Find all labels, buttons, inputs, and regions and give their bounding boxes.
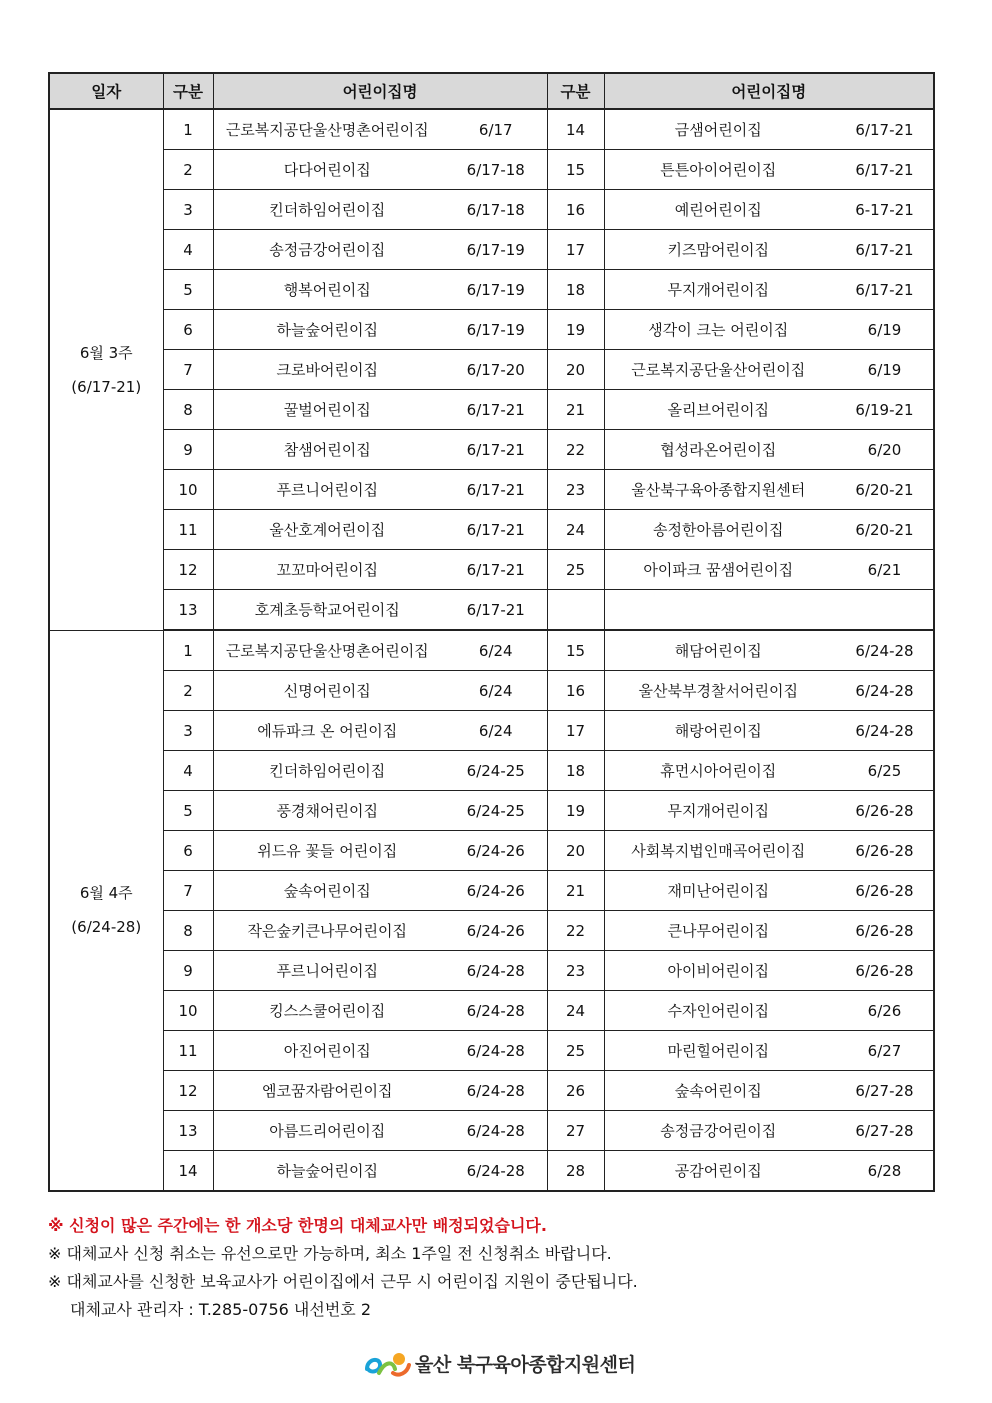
row-number-left: 2 — [163, 671, 213, 711]
daycare-name-left: 푸르니어린이집 — [213, 951, 441, 991]
row-number-left: 9 — [163, 951, 213, 991]
row-number-left: 3 — [163, 711, 213, 751]
daycare-name-right: 금샘어린이집 — [604, 109, 832, 150]
daycare-name-right: 휴먼시아어린이집 — [604, 751, 832, 791]
date-range-right: 6/19 — [832, 350, 934, 390]
row-number-right: 24 — [547, 510, 604, 550]
table-row — [49, 1031, 934, 1071]
table-row — [49, 831, 934, 871]
table-row — [49, 510, 934, 550]
date-range-left: 6/17-21 — [441, 550, 547, 590]
week-label: 6월 3주 — [79, 343, 133, 362]
daycare-name-left: 킹스스쿨어린이집 — [213, 991, 441, 1031]
daycare-name-right: 예린어린이집 — [604, 190, 832, 230]
row-number-right: 17 — [547, 230, 604, 270]
daycare-name-right: 무지개어린이집 — [604, 791, 832, 831]
daycare-name-left: 송정금강어린이집 — [213, 230, 441, 270]
row-number-right: 22 — [547, 911, 604, 951]
date-range-right: 6/26-28 — [832, 911, 934, 951]
week-date-range: (6/24-28) — [71, 918, 142, 937]
week-period-cell — [49, 109, 163, 630]
note-support-suspension: ※ 대체교사를 신청한 보육교사가 어린이집에서 근무 시 어린이집 지원이 중단됩니다. — [48, 1272, 638, 1291]
daycare-name-left: 아진어린이집 — [213, 1031, 441, 1071]
date-range-right: 6/26-28 — [832, 791, 934, 831]
date-range-right: 6/26 — [832, 991, 934, 1031]
daycare-name-left: 하늘숲어린이집 — [213, 310, 441, 350]
daycare-name-right: 무지개어린이집 — [604, 270, 832, 310]
date-range-left: 6/24-25 — [441, 751, 547, 791]
row-number-right: 14 — [547, 109, 604, 150]
header-daycare-name: 어린이집명 — [213, 73, 547, 109]
date-range-right: 6/25 — [832, 751, 934, 791]
row-number-left: 10 — [163, 991, 213, 1031]
date-range-left: 6/24-26 — [441, 911, 547, 951]
date-range-left: 6/17-19 — [441, 270, 547, 310]
date-range-left: 6/24-28 — [441, 1031, 547, 1071]
row-number-right: 17 — [547, 711, 604, 751]
table-row — [49, 630, 934, 671]
date-range-left: 6/17-19 — [441, 310, 547, 350]
daycare-name-left: 신명어린이집 — [213, 671, 441, 711]
daycare-name-left: 크로바어린이집 — [213, 350, 441, 390]
week-period-cell — [49, 630, 163, 1191]
daycare-name-right: 올리브어린이집 — [604, 390, 832, 430]
row-number-left: 13 — [163, 1111, 213, 1151]
date-range-right: 6/17-21 — [832, 109, 934, 150]
row-number-left: 6 — [163, 310, 213, 350]
row-number-left: 12 — [163, 1071, 213, 1111]
table-row — [49, 470, 934, 510]
row-number-right: 16 — [547, 190, 604, 230]
row-number-left: 5 — [163, 791, 213, 831]
date-range-left: 6/24-28 — [441, 991, 547, 1031]
daycare-name-left: 참샘어린이집 — [213, 430, 441, 470]
daycare-name-right: 수자인어린이집 — [604, 991, 832, 1031]
table-row — [49, 1111, 934, 1151]
date-range-left: 6/17-19 — [441, 230, 547, 270]
note-cancellation: ※ 대체교사 신청 취소는 유선으로만 가능하며, 최소 1주일 전 신청취소 바랍니다. — [48, 1244, 612, 1263]
row-number-right: 24 — [547, 991, 604, 1031]
table-row — [49, 350, 934, 390]
notes-section — [48, 1212, 948, 1324]
daycare-name-right: 울산북구육아종합지원센터 — [604, 470, 832, 510]
daycare-name-left: 엠코꿈자람어린이집 — [213, 1071, 441, 1111]
table-row — [49, 230, 934, 270]
row-number-right: 19 — [547, 310, 604, 350]
center-logo-icon — [363, 1347, 413, 1379]
week-date-range: (6/17-21) — [71, 377, 142, 396]
table-row — [49, 1151, 934, 1192]
table-row — [49, 1071, 934, 1111]
row-number-left: 13 — [163, 590, 213, 631]
daycare-name-right — [604, 590, 934, 631]
table-row — [49, 430, 934, 470]
daycare-name-right: 해랑어린이집 — [604, 711, 832, 751]
row-number-right: 26 — [547, 1071, 604, 1111]
table-row — [49, 270, 934, 310]
date-range-left: 6/17-21 — [441, 390, 547, 430]
table-row — [49, 991, 934, 1031]
date-range-right: 6/28 — [832, 1151, 934, 1192]
date-range-right: 6/27-28 — [832, 1111, 934, 1151]
daycare-name-left: 호계초등학교어린이집 — [213, 590, 441, 631]
date-range-left: 6/17-21 — [441, 430, 547, 470]
daycare-name-left: 킨더하임어린이집 — [213, 190, 441, 230]
table-row — [49, 190, 934, 230]
table-row — [49, 791, 934, 831]
date-range-left: 6/24-28 — [441, 1151, 547, 1192]
daycare-name-left: 위드유 꽃들 어린이집 — [213, 831, 441, 871]
row-number-left: 8 — [163, 911, 213, 951]
row-number-left: 1 — [163, 109, 213, 150]
daycare-name-right: 아이비어린이집 — [604, 951, 832, 991]
table-row — [49, 711, 934, 751]
date-range-left: 6/17-21 — [441, 590, 547, 631]
row-number-left: 7 — [163, 350, 213, 390]
table-header-row — [49, 73, 934, 109]
date-range-right: 6/27-28 — [832, 1071, 934, 1111]
daycare-name-left: 풍경채어린이집 — [213, 791, 441, 831]
daycare-name-left: 꿀벌어린이집 — [213, 390, 441, 430]
table-row — [49, 550, 934, 590]
header-daycare-name-2: 어린이집명 — [604, 73, 934, 109]
daycare-name-left: 다다어린이집 — [213, 150, 441, 190]
daycare-name-left: 꼬꼬마어린이집 — [213, 550, 441, 590]
note-priority-warning: ※ 신청이 많은 주간에는 한 개소당 한명의 대체교사만 배정되었습니다. — [48, 1216, 547, 1235]
daycare-name-left: 숲속어린이집 — [213, 871, 441, 911]
row-number-left: 9 — [163, 430, 213, 470]
row-number-right: 23 — [547, 951, 604, 991]
note-manager-contact: 대체교사 관리자 : T.285-0756 내선번호 2 — [70, 1300, 372, 1319]
table-row — [49, 590, 934, 631]
daycare-name-right: 큰나무어린이집 — [604, 911, 832, 951]
row-number-right: 21 — [547, 871, 604, 911]
daycare-name-right: 생각이 크는 어린이집 — [604, 310, 832, 350]
daycare-name-right: 튼튼아이어린이집 — [604, 150, 832, 190]
date-range-right: 6/24-28 — [832, 671, 934, 711]
date-range-right: 6/26-28 — [832, 871, 934, 911]
row-number-left: 10 — [163, 470, 213, 510]
date-range-right: 6/17-21 — [832, 150, 934, 190]
date-range-right: 6/20-21 — [832, 510, 934, 550]
footer-logo — [363, 1346, 635, 1380]
date-range-right: 6/19 — [832, 310, 934, 350]
header-number: 구분 — [163, 73, 213, 109]
date-range-right: 6-17-21 — [832, 190, 934, 230]
daycare-name-right: 키즈맘어린이집 — [604, 230, 832, 270]
daycare-name-left: 근로복지공단울산명촌어린이집 — [213, 630, 441, 671]
header-number-2: 구분 — [547, 73, 604, 109]
table-row — [49, 871, 934, 911]
row-number-left: 8 — [163, 390, 213, 430]
row-number-left: 11 — [163, 510, 213, 550]
row-number-right: 22 — [547, 430, 604, 470]
table-row — [49, 911, 934, 951]
date-range-left: 6/24 — [441, 711, 547, 751]
row-number-right: 19 — [547, 791, 604, 831]
date-range-right: 6/17-21 — [832, 270, 934, 310]
row-number-left: 11 — [163, 1031, 213, 1071]
table-row — [49, 671, 934, 711]
table-row — [49, 150, 934, 190]
daycare-name-right: 재미난어린이집 — [604, 871, 832, 911]
daycare-name-left: 푸르니어린이집 — [213, 470, 441, 510]
daycare-name-right: 송정한아름어린이집 — [604, 510, 832, 550]
daycare-name-right: 협성라온어린이집 — [604, 430, 832, 470]
daycare-name-right: 마린힐어린이집 — [604, 1031, 832, 1071]
date-range-left: 6/17-18 — [441, 190, 547, 230]
daycare-name-left: 킨더하임어린이집 — [213, 751, 441, 791]
date-range-right: 6/21 — [832, 550, 934, 590]
date-range-left: 6/24 — [441, 630, 547, 671]
row-number-right: 25 — [547, 550, 604, 590]
row-number-right: 20 — [547, 831, 604, 871]
table-row — [49, 951, 934, 991]
date-range-right: 6/24-28 — [832, 630, 934, 671]
daycare-name-right: 송정금강어린이집 — [604, 1111, 832, 1151]
date-range-right: 6/24-28 — [832, 711, 934, 751]
row-number-left: 1 — [163, 630, 213, 671]
row-number-right: 21 — [547, 390, 604, 430]
date-range-left: 6/24-28 — [441, 1071, 547, 1111]
date-range-left: 6/24-26 — [441, 871, 547, 911]
daycare-name-left: 작은숲키큰나무어린이집 — [213, 911, 441, 951]
row-number-left: 7 — [163, 871, 213, 911]
substitute-teacher-schedule-table — [48, 72, 935, 1192]
row-number-right: 16 — [547, 671, 604, 711]
date-range-left: 6/24-28 — [441, 951, 547, 991]
daycare-name-right: 숲속어린이집 — [604, 1071, 832, 1111]
header-date: 일자 — [49, 73, 163, 109]
date-range-right: 6/17-21 — [832, 230, 934, 270]
date-range-left: 6/17 — [441, 109, 547, 150]
daycare-name-right: 공감어린이집 — [604, 1151, 832, 1192]
row-number-left: 2 — [163, 150, 213, 190]
daycare-name-left: 행복어린이집 — [213, 270, 441, 310]
row-number-left: 6 — [163, 831, 213, 871]
table-row — [49, 751, 934, 791]
row-number-right: 28 — [547, 1151, 604, 1192]
row-number-right: 18 — [547, 270, 604, 310]
row-number-left: 4 — [163, 230, 213, 270]
table-row — [49, 310, 934, 350]
row-number-right: 15 — [547, 630, 604, 671]
footer-org-name: 울산 북구육아종합지원센터 — [415, 1353, 636, 1376]
date-range-right: 6/27 — [832, 1031, 934, 1071]
row-number-left: 5 — [163, 270, 213, 310]
table-row — [49, 109, 934, 150]
date-range-left: 6/24-26 — [441, 831, 547, 871]
date-range-left: 6/24 — [441, 671, 547, 711]
date-range-left: 6/17-21 — [441, 510, 547, 550]
row-number-right: 23 — [547, 470, 604, 510]
daycare-name-right: 사회복지법인매곡어린이집 — [604, 831, 832, 871]
week-label: 6월 4주 — [79, 884, 133, 903]
daycare-name-right: 해담어린이집 — [604, 630, 832, 671]
row-number-left: 4 — [163, 751, 213, 791]
date-range-left: 6/17-21 — [441, 470, 547, 510]
row-number-right: 25 — [547, 1031, 604, 1071]
date-range-right: 6/19-21 — [832, 390, 934, 430]
row-number-right: 27 — [547, 1111, 604, 1151]
row-number-left: 14 — [163, 1151, 213, 1192]
daycare-name-right: 근로복지공단울산어린이집 — [604, 350, 832, 390]
date-range-left: 6/24-28 — [441, 1111, 547, 1151]
row-number-left: 12 — [163, 550, 213, 590]
date-range-left: 6/17-20 — [441, 350, 547, 390]
date-range-left: 6/17-18 — [441, 150, 547, 190]
table-row — [49, 390, 934, 430]
daycare-name-left: 에듀파크 온 어린이집 — [213, 711, 441, 751]
row-number-right: 15 — [547, 150, 604, 190]
daycare-name-left: 근로복지공단울산명촌어린이집 — [213, 109, 441, 150]
date-range-right: 6/20 — [832, 430, 934, 470]
date-range-right: 6/26-28 — [832, 951, 934, 991]
row-number-right — [547, 590, 604, 631]
daycare-name-left: 울산호계어린이집 — [213, 510, 441, 550]
daycare-name-right: 울산북부경찰서어린이집 — [604, 671, 832, 711]
daycare-name-right: 아이파크 꿈샘어린이집 — [604, 550, 832, 590]
date-range-right: 6/26-28 — [832, 831, 934, 871]
row-number-left: 3 — [163, 190, 213, 230]
date-range-right: 6/20-21 — [832, 470, 934, 510]
daycare-name-left: 아름드리어린이집 — [213, 1111, 441, 1151]
row-number-right: 20 — [547, 350, 604, 390]
row-number-right: 18 — [547, 751, 604, 791]
daycare-name-left: 하늘숲어린이집 — [213, 1151, 441, 1192]
date-range-left: 6/24-25 — [441, 791, 547, 831]
